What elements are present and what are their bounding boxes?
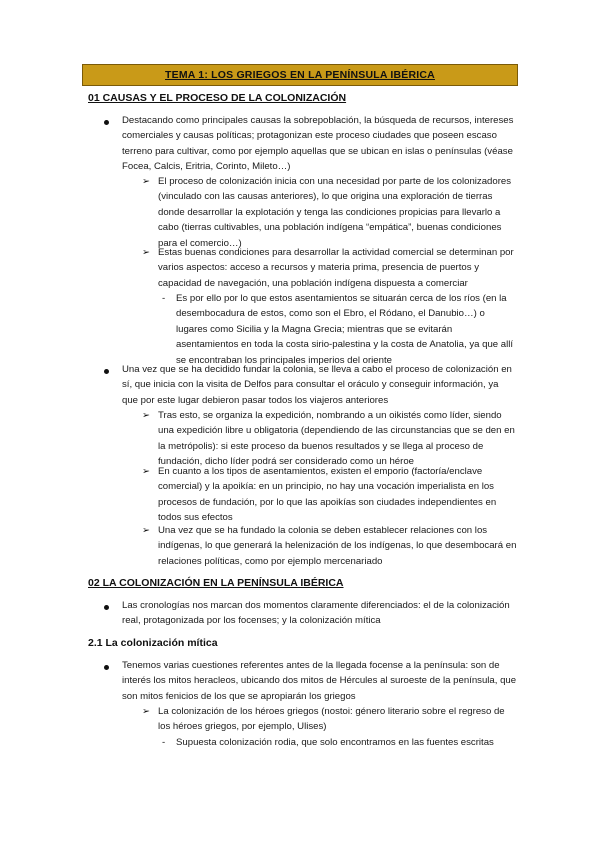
section-1-paragraph-1: Destacando como principales causas la sobrepoblación, la búsqueda de recursos, intereses comerciales y causas políticas; protagonizan este proceso ciudades que poseen escaso terreno para cultivar, como por ejemplo aquellas que se ubican en islas o penínsulas (véase Focea, Calcis, Eritria, Corinto, Mileto…) [122,115,514,173]
section-1-sub-sub-item-1: Es por ello por lo que estos asentamientos se situarán cerca de los ríos (en la desembocadura de estos, como son el Ebro, el Ródano, el Danubio…) o lugares como Sicilia y la Magna Grecia; mientras que se evitarán asentamientos en toda la costa sirio-palestina y la costa de Anatolia, ya que allí se encontraban los principales imperios del oriente [176,293,514,366]
bullet-icon [104,369,109,374]
section-1-sub-item-4: En cuanto a los tipos de asentamientos, existen el emporio (factoría/enclave comercial) y la apoikía: en un principio, no hay una vocación imperialista en los procesos de fundación, por lo que las apoikías son ciudades independientes en todos sus efectos [158,466,497,524]
dash-bullet-icon: - [162,737,166,748]
section-2-sub-sub-item-1: Supuesta colonización rodia, que solo encontramos en las fuentes escritas [176,737,494,748]
bullet-icon [104,605,109,610]
arrow-bullet-icon: ➢ [142,466,150,477]
arrow-bullet-icon: ➢ [142,706,150,717]
section-1-sub-item-2: Estas buenas condiciones para desarrollar la actividad comercial se determinan por varios aspectos: acceso a recursos y materia prima, presencia de puertos y capacidad de navegación, una población indígena dispuesta a comerciar [158,247,514,289]
section-2-paragraph-2: Tenemos varias cuestiones referentes antes de la llegada focense a la península: son de interés los mitos heracleos, ubicando dos mitos de Hércules al suroeste de la península, que son mitos fenicios de los que se apropiarán los griegos [122,660,517,702]
section-1-sub-item-1: El proceso de colonización inicia con una necesidad por parte de los colonizadores (vinculado con las causas anteriores), lo que origina una exploración de tierras donde desarrollar la explotación y tenga las condiciones propicias para llevarlo a cabo (tierras cultivables, una población indígena “empática”, buenas condiciones para el comercio…) [158,176,512,249]
bullet-icon [104,665,109,670]
section-2-heading: 02 LA COLONIZACIÓN EN LA PENÍNSULA IBÉRICA [88,577,344,589]
dash-bullet-icon: - [162,293,166,304]
section-2-1-subheading: 2.1 La colonización mítica [88,637,218,649]
section-2-paragraph-1: Las cronologías nos marcan dos momentos claramente diferenciados: el de la colonización real, protagonizada por los focenses; y la colonización mítica [122,600,510,627]
section-1-sub-item-5: Una vez que se ha fundado la colonia se deben establecer relaciones con los indígenas, lo que generará la helenización de los indígenas, lo que desembocará en relaciones políticas, como por ejemplo mercenariado [158,525,517,567]
document-title: TEMA 1: LOS GRIEGOS EN LA PENÍNSULA IBÉRICA [165,69,435,81]
arrow-bullet-icon: ➢ [142,525,150,536]
title-bar [82,64,518,86]
section-1-paragraph-2: Una vez que se ha decidido fundar la colonia, se lleva a cabo el proceso de colonización en sí, que inicia con la visita de Delfos para consultar el oráculo y conseguir información, ya que por este lugar debieron pasar todos los viajeros anteriores [122,364,512,406]
section-2-sub-item-1: La colonización de los héroes griegos (nostoi: género literario sobre el regreso de los héroes griegos, por ejemplo, Ulises) [158,706,505,733]
bullet-icon [104,120,109,125]
arrow-bullet-icon: ➢ [142,410,150,421]
section-1-heading: 01 CAUSAS Y EL PROCESO DE LA COLONIZACIÓN [88,92,347,104]
arrow-bullet-icon: ➢ [142,176,150,187]
arrow-bullet-icon: ➢ [142,247,150,258]
section-1-sub-item-3: Tras esto, se organiza la expedición, nombrando a un oikistés como líder, siendo una expedición libre u obligatoria (dependiendo de las circunstancias que se den en la metrópolis): si este proceso da buenos resultados y se llega al proceso de fundación, dicho líder podrá ser considerado como un héroe [158,410,515,468]
